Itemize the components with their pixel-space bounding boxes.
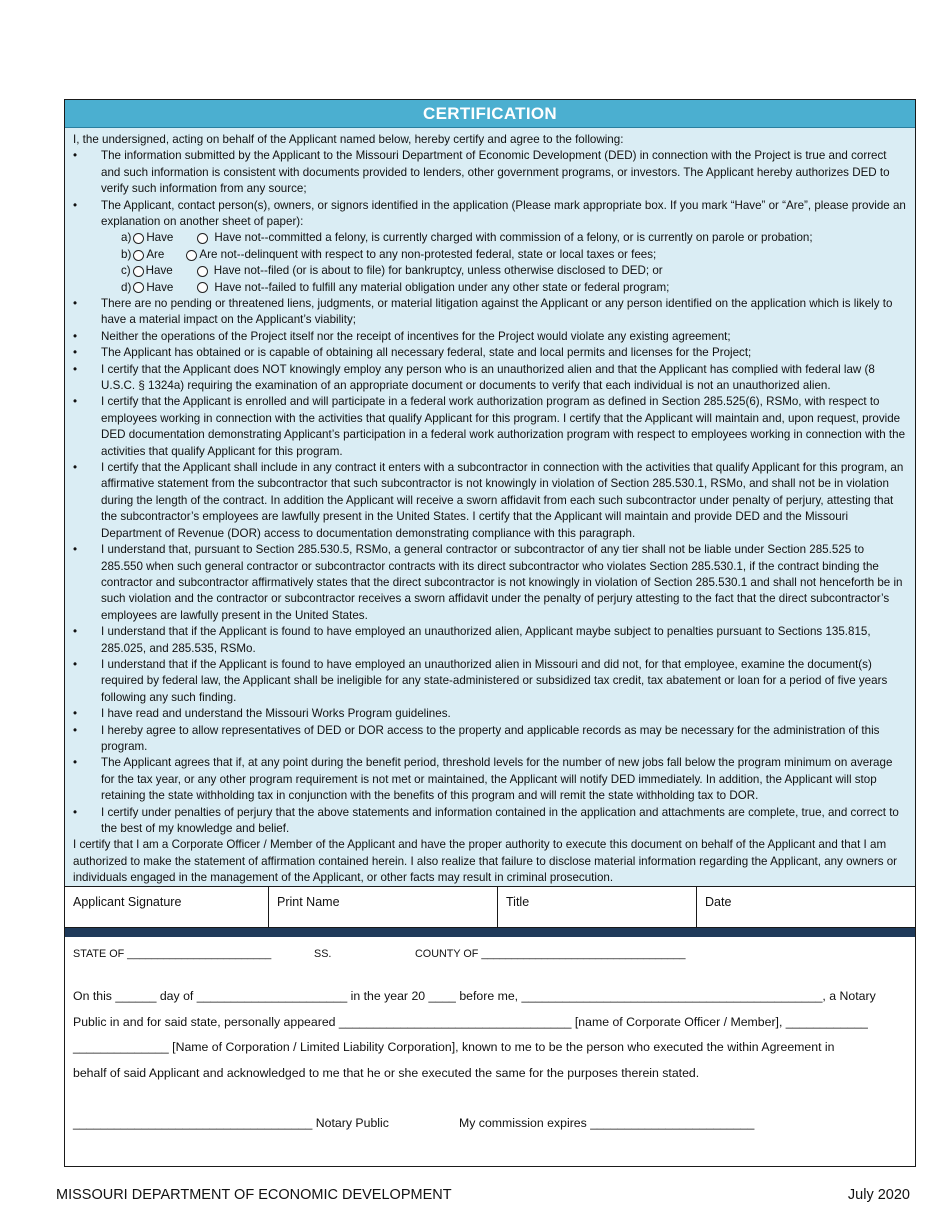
print-name-field[interactable]: Print Name [269,887,498,927]
radio-are-not-b[interactable] [186,250,197,261]
list-item: • I certify under penalties of perjury that the above statements and information contained in the application and attachments are complete, true, and correct to the best of my knowledge and belief. [73,805,899,835]
option-row-b: b) Are Are not--delinquent with respect to any non-protested federal, state or local taxes or fees; [121,247,657,261]
certification-body [65,128,915,886]
bullet-icon: • [73,346,78,360]
radio-have-a[interactable] [133,233,144,244]
bullet-icon: • [73,297,78,310]
notary-line-3: ______________ [Name of Corporation / Limited Liability Corporation], known to me to be the person who executed the within Agreement in [73,1040,835,1054]
list-item: • I hereby agree to allow representatives of DED or DOR access to the property and applicable records as may be necessary for the administration of this program. [73,723,880,753]
bullet-icon: • [73,543,78,557]
bullet-icon: • [73,707,78,721]
bullet-icon: • [73,461,78,475]
radio-have-d[interactable] [133,282,144,293]
bullet-icon: • [73,756,78,770]
footer-department: MISSOURI DEPARTMENT OF ECONOMIC DEVELOPMENT [56,1187,452,1203]
list-item: • The Applicant has obtained or is capable of obtaining all necessary federal, state and local permits and licenses for the Project; [73,345,907,361]
certification-title: CERTIFICATION [423,104,557,123]
bullet-icon: • [73,805,78,819]
bullet-icon: • [73,395,78,409]
option-row-a: a) Have Have not--committed a felony, is currently charged with commission of a felony, or is currently on parole or probation; [121,231,813,245]
certification-header [65,100,915,128]
applicant-signature-field[interactable]: Applicant Signature [65,887,269,927]
list-item: • I understand that if the Applicant is found to have employed an unauthorized alien in Missouri and did not, for that employee, examine the document(s) required by federal law, the Applicant shall be ineligible for any state-administered or subsidized tax credit, tax abatement or loan for a period of five years following any such finding. [73,657,888,704]
bullet-icon: • [73,149,78,163]
list-item: • There are no pending or threatened liens, judgments, or material litigation against the Applicant or any person identified on the application which is likely to have a material impact on the Applicant’s viability; [73,297,893,327]
list-item: • I understand that if the Applicant is found to have employed an unauthorized alien, Applicant maybe subject to penalties pursuant to Sections 135.815, 285.025, and 285.535, RSMo. [73,625,871,655]
title-field[interactable]: Title [498,887,697,927]
disclosure-options [73,230,907,296]
bullet-icon: • [73,657,78,671]
ss-label: SS. [314,948,332,960]
list-item: • I certify that the Applicant is enrolled and will participate in a federal work authorization program as defined in Section 285.525(6), RSMo, with respect to employees working in connection with the activities that qualify Applicant for this program. I certify that the Applicant will maintain and, upon request, provide DED documentation demonstrating Applicant’s participation in a federal work authorization program with respect to employees working in connection with the activities that qualify Applicant for this program. [73,395,906,458]
certification-form [64,99,916,1167]
notary-section [65,948,915,1130]
list-item: • I have read and understand the Missouri Works Program guidelines. [73,706,907,722]
intro-text: I, the undersigned, acting on behalf of the Applicant named below, hereby certify and agree to the following: [73,133,624,146]
bullet-icon: • [73,723,78,737]
radio-have-not-c[interactable] [197,266,208,277]
radio-have-c[interactable] [133,266,144,277]
radio-are-b[interactable] [133,250,144,261]
notary-line-1: On this ______ day of ______________________ in the year 20 ____ before me, ____________________________________________, a Notary [73,989,876,1003]
option-row-c: c) Have Have not--filed (or is about to file) for bankruptcy, unless otherwise disclosed to DED; or [121,264,663,278]
venue-line [73,948,907,960]
list-item: • Neither the operations of the Project itself nor the receipt of incentives for the Project would violate any existing agreement; [73,329,907,345]
list-item: • I certify that the Applicant shall include in any contract it enters with a subcontractor in connection with the activities that qualify Applicant for this program, an affirmative statement from the subcontractor that such subcontractor is not knowingly in violation of Section 285.530.1, RSMo, and shall not be in violation during the length of the contract. In addition the Applicant will receive a sworn affidavit from each such subcontractor under penalty of perjury, attesting that the subcontractor’s employees are lawfully present in the United States. I certify that the Applicant will maintain and provide DED and the Missouri Department of Revenue (DOR) access to documentation demonstrating compliance with this paragraph. [73,461,904,540]
list-item: • I certify that the Applicant does NOT knowingly employ any person who is an unauthorized alien and that the Applicant has complied with federal law (8 U.S.C. § 1324a) requiring the examination of an appropriate document or documents to verify that each individual is not an unauthorized alien. [73,362,875,393]
notary-line-4: behalf of said Applicant and acknowledged to me that he or she executed the same for the purposes therein stated. [73,1065,700,1080]
closing-statement: I certify that I am a Corporate Officer / Member of the Applicant and have the proper authority to execute this document on behalf of the Applicant and that I am authorized to make the statement of affirmation contained herein. I also realize that failure to disclose material information regarding the Applicant, any owners or individuals engaged in the management of the Applicant, or other facts may result in criminal prosecution. [73,838,898,885]
date-field[interactable]: Date [705,895,732,909]
notary-public-field[interactable]: ___________________________________ Notary Public [73,1116,389,1130]
bullet-list-before [73,148,907,230]
list-item: • The Applicant agrees that if, at any point during the benefit period, threshold levels for the number of new jobs fall below the program minimum on average for the tax year, or any other program requirement is not met or maintained, the Applicant will notify DED immediately. In addition, the Applicant will stop retaining the state withholding tax in conjunction with the benefits of this program and will remit the state withholding tax to DOR. [73,756,893,803]
bullet-icon: • [73,329,78,343]
radio-have-not-a[interactable] [197,233,208,244]
commission-expires-field[interactable]: My commission expires ________________________ [459,1116,755,1130]
bullet-icon: • [73,625,78,639]
list-item: • The information submitted by the Applicant to the Missouri Department of Economic Development (DED) in connection with the Project is true and correct and such information is consistent with documents provided to lenders, other government programs, or investors. The Applicant hereby authorizes DED to verify such information from any source; [73,149,890,196]
section-divider [65,928,915,937]
bullet-icon: • [73,362,78,376]
footer-date: July 2020 [847,1187,910,1203]
state-of-field[interactable]: STATE OF ________________________ [73,948,272,960]
option-row-d: d) Have Have not--failed to fulfill any material obligation under any other state or federal program; [121,280,670,294]
radio-have-not-d[interactable] [197,282,208,293]
notary-line-2: Public in and for said state, personally appeared __________________________________ [name of Corporate Officer / Member], ____________ [73,1014,868,1029]
list-item: • I understand that, pursuant to Section 285.530.5, RSMo, a general contractor or subcontractor of any tier shall not be liable under Section 285.525 to 285.550 when such general contractor or subcontractor contracts with its direct subcontractor who violates Section 285.530.1, if the contract binding the contractor and subcontractor affirmatively states that the direct subcontractor is not knowingly in violation of Section 285.530.1 and shall not henceforth be in such violation and the contractor or subcontractor receives a sworn affidavit under the penalty of perjury attesting to the fact that the direct subcontractor’s employees are lawfully present in the United States. [73,543,903,622]
bullet-list-after [73,296,907,837]
bullet-icon: • [73,198,78,212]
notary-signature-line [73,1116,907,1130]
county-of-field[interactable]: COUNTY OF __________________________________ [415,948,686,960]
signature-row [65,886,915,928]
list-item: • The Applicant, contact person(s), owners, or signors identified in the application (Please mark appropriate box. If you mark “Have” or “Are”, please provide an explanation on another sheet of paper): [73,198,906,229]
